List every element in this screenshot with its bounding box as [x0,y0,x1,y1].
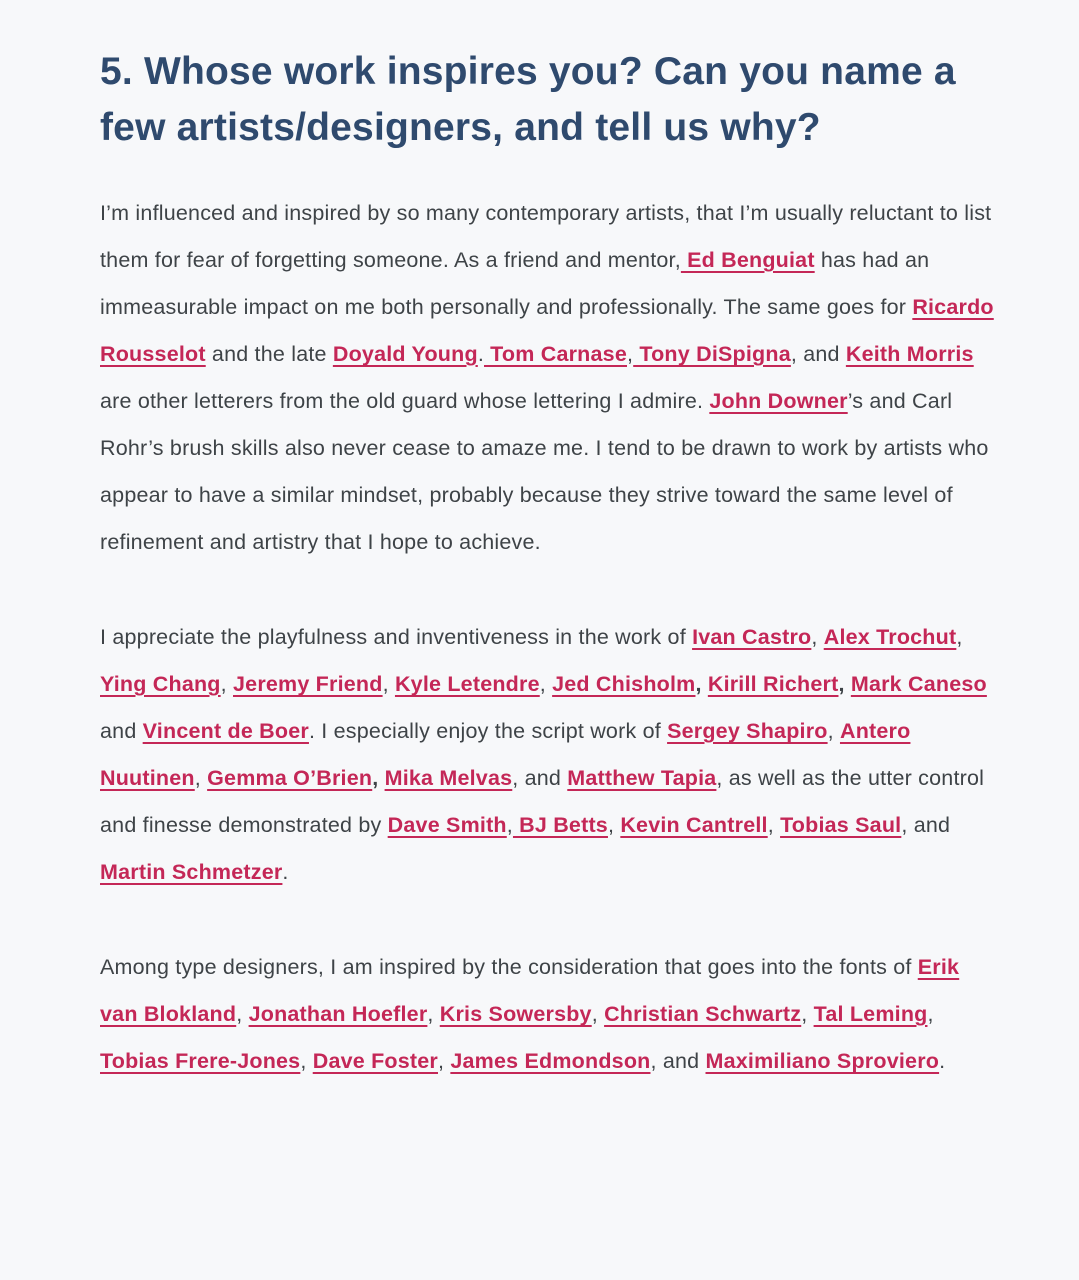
answer-text: . [477,342,484,366]
link-john-downer[interactable]: John Downer [709,389,848,413]
link-maximiliano-sproviero[interactable]: Maximiliano Sproviero [705,1049,940,1073]
answer-paragraph [100,190,1000,566]
answer-text: , [506,813,513,837]
link-alex-trochut[interactable]: Alex Trochut [823,625,957,649]
link-christian-schwartz[interactable]: Christian Schwartz [604,1002,802,1026]
link-james-edmondson[interactable]: James Edmondson [450,1049,651,1073]
answer-text: . [282,860,289,884]
answer-text: , [627,342,634,366]
link-gemma-o-brien[interactable]: Gemma O’Brien [207,766,373,790]
link-tal-leming[interactable]: Tal Leming [813,1002,928,1026]
answer-text: , and [901,813,951,837]
link-erik-van-blokland[interactable]: Erik van Blokland [100,955,960,1026]
answer-text: , [827,719,840,743]
answer-paragraph [100,614,1000,896]
answer-text: , [236,1002,249,1026]
link-doyald-young[interactable]: Doyald Young [332,342,478,366]
link-jeremy-friend[interactable]: Jeremy Friend [233,672,383,696]
link-matthew-tapia[interactable]: Matthew Tapia [567,766,717,790]
link-mark-caneso[interactable]: Mark Caneso [850,672,987,696]
answer-text: I’m influenced and inspired by so many contemporary artists, that I’m usually reluctant to list them for fear of forgetting someone. As a friend and mentor, [100,201,992,272]
answer-text: are other letterers from the old guard whose lettering I admire. [100,389,710,413]
answer-text: and the late [205,342,333,366]
answer-text: , [811,625,824,649]
answer-text: , [695,672,708,696]
answer-paragraphs [100,190,1000,1085]
link-bj-betts[interactable]: BJ Betts [512,813,608,837]
link-dave-foster[interactable]: Dave Foster [312,1049,438,1073]
answer-text: Among type designers, I am inspired by the consideration that goes into the fonts of [100,955,918,979]
answer-text: , [427,1002,440,1026]
link-kevin-cantrell[interactable]: Kevin Cantrell [620,813,768,837]
link-ed-benguiat[interactable]: Ed Benguiat [680,248,815,272]
link-keith-morris[interactable]: Keith Morris [845,342,974,366]
answer-text: , [767,813,781,837]
answer-text: I appreciate the playfulness and inventiveness in the work of [100,625,693,649]
answer-text: , [382,672,395,696]
answer-text: , [372,766,385,790]
answer-text: , as well as the utter control and finesse demonstrated by [100,766,985,837]
link-tobias-frere-jones[interactable]: Tobias Frere-Jones [100,1049,301,1073]
link-tony-dispigna[interactable]: Tony DiSpigna [633,342,791,366]
answer-text: has had an immeasurable impact on me both personally and professionally. The same goes for [100,248,930,319]
answer-text: , and [512,766,568,790]
link-ying-chang[interactable]: Ying Chang [100,672,221,696]
answer-text: ’s and Carl Rohr’s brush skills also never cease to amaze me. I tend to be drawn to work by artists who appear to have a similar mindset, probably because they strive toward the same level of refinement and artistry that I hope to achieve. [100,389,989,554]
answer-text: , [438,1049,451,1073]
answer-text: , and [650,1049,706,1073]
link-tobias-saul[interactable]: Tobias Saul [780,813,902,837]
link-antero-nuutinen[interactable]: Antero Nuutinen [100,719,911,790]
link-kirill-richert[interactable]: Kirill Richert [707,672,839,696]
link-kyle-letendre[interactable]: Kyle Letendre [394,672,540,696]
answer-text: , [591,1002,605,1026]
link-kris-sowersby[interactable]: Kris Sowersby [439,1002,592,1026]
answer-text: , and [790,342,846,366]
answer-text: , [801,1002,814,1026]
answer-text: , [220,672,233,696]
link-tom-carnase[interactable]: Tom Carnase [484,342,627,366]
link-jed-chisholm[interactable]: Jed Chisholm [552,672,696,696]
answer-text: , [838,672,851,696]
link-dave-smith[interactable]: Dave Smith [387,813,507,837]
answer-text: , [927,1002,934,1026]
link-vincent-de-boer[interactable]: Vincent de Boer [142,719,309,743]
answer-text: , [607,813,621,837]
question-heading: 5. Whose work inspires you? Can you name a few artists/designers, and tell us why? [100,50,956,149]
answer-text: . [939,1049,946,1073]
answer-paragraph [100,944,1000,1085]
answer-text: , [539,672,553,696]
answer-text: , [956,625,963,649]
link-martin-schmetzer[interactable]: Martin Schmetzer [100,860,283,884]
link-mika-melvas[interactable]: Mika Melvas [384,766,513,790]
answer-text: . I especially enjoy the script work of [308,719,668,743]
answer-text: , [194,766,208,790]
answer-text: , [300,1049,313,1073]
link-sergey-shapiro[interactable]: Sergey Shapiro [667,719,828,743]
link-ricardo-rousselot[interactable]: Ricardo Rousselot [100,295,994,366]
link-jonathan-hoefler[interactable]: Jonathan Hoefler [248,1002,428,1026]
answer-text: and [100,719,143,743]
link-ivan-castro[interactable]: Ivan Castro [692,625,812,649]
